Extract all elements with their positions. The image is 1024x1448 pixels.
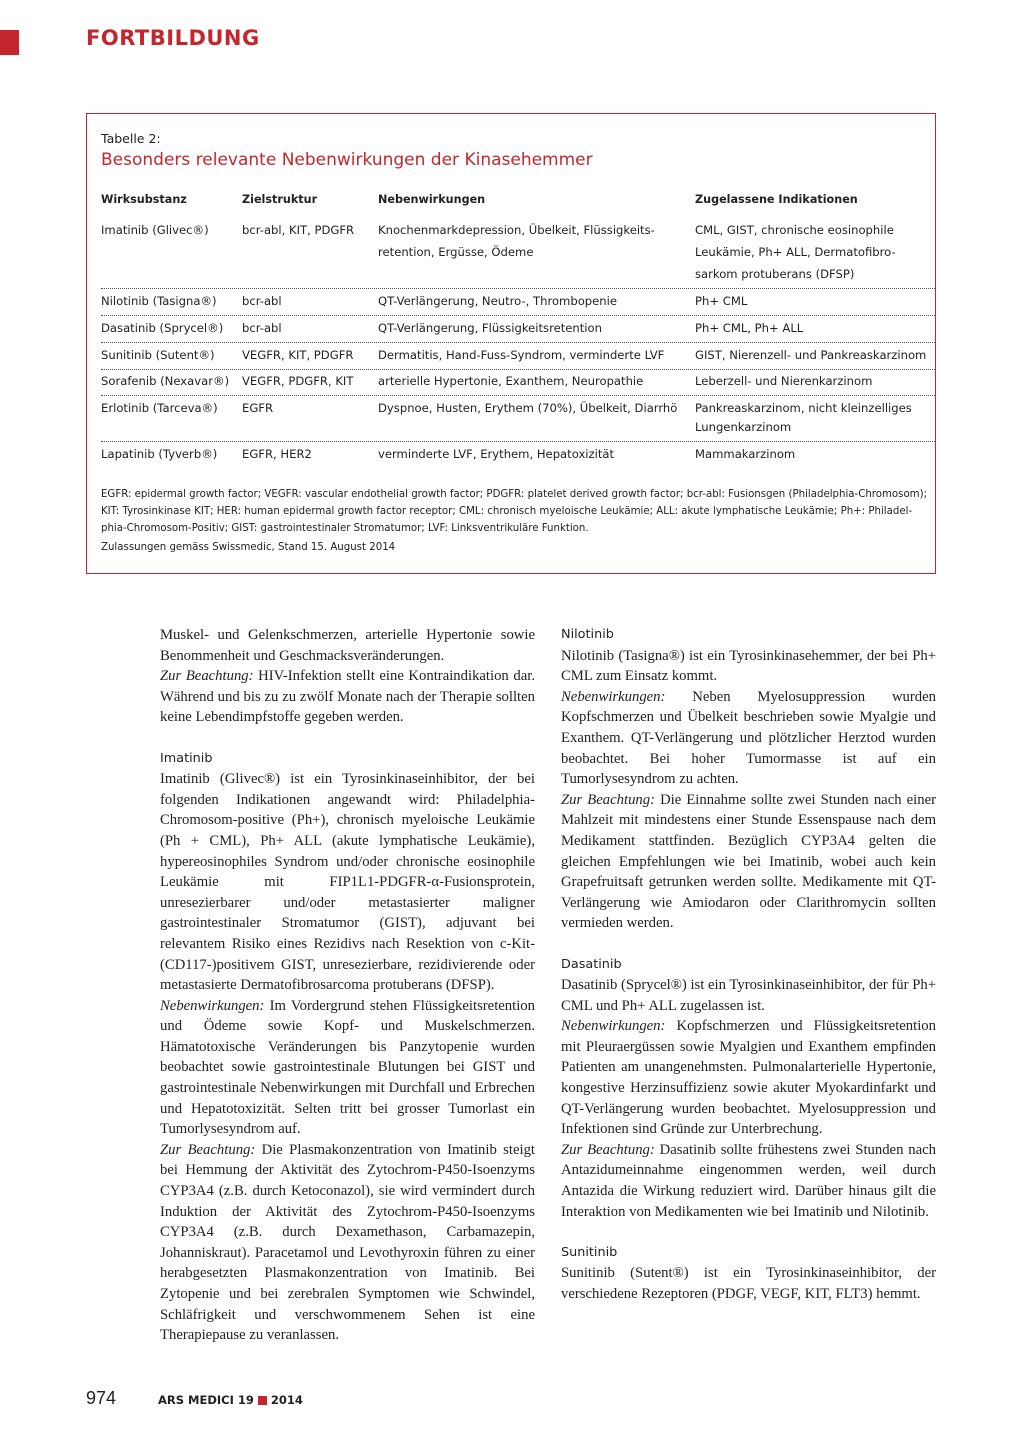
paragraph-label: Zur Beachtung: [160, 1141, 256, 1158]
table-cell-target: bcr-abl [242, 294, 282, 308]
paragraph-label: Zur Beachtung: [160, 668, 254, 685]
paragraph: Sunitinib (Sutent®) ist ein Tyrosinkinaseinhibitor, der verschiedene Rezeptoren (PDGF, VEGF, KIT, FLT3) hemmt. [561, 1265, 936, 1302]
row-divider [101, 342, 935, 343]
paragraph-label: Zur Beachtung: [561, 791, 655, 808]
table-cell-drug: Sunitinib (Sutent®) [101, 348, 215, 362]
paragraph: Muskel- und Gelenkschmerzen, arterielle Hypertonie sowie Benommenheit und Geschmacksveränderungen. [160, 627, 535, 664]
row-divider [101, 441, 935, 442]
table-cell-drug: Sorafenib (Nexavar®) [101, 374, 230, 388]
section-marker [0, 30, 19, 55]
section-heading: Imatinib [160, 750, 213, 766]
paragraph-label: Nebenwirkungen: [561, 1018, 666, 1035]
table-cell-drug: Erlotinib (Tarceva®) [101, 401, 218, 415]
table-cell-indications: GIST, Nierenzell- und Pankreaskarzinom [695, 348, 927, 362]
table-cell-effects: QT-Verlängerung, Flüssigkeitsretention [378, 321, 602, 335]
paragraph: Nebenwirkungen: Neben Myelosuppression wurden Kopfschmerzen und Übelkeit beschrieben sowie Myalgie und Exanthem. QT-Verlängerung und plötzlicher Herztod wurden beobachtet. Bei hoher Tumormasse ist auf ein Tumorlysesyndrom zu achten. [561, 688, 936, 788]
table-cell-target: EGFR [242, 401, 274, 415]
section-title: FORTBILDUNG [86, 26, 260, 50]
table-cell-effects: retention, Ergüsse, Ödeme [378, 245, 534, 259]
table-cell-indications: Pankreaskarzinom, nicht kleinzelliges [695, 401, 912, 415]
separator-square-icon [258, 1396, 267, 1405]
left-column [160, 625, 535, 1346]
paragraph: Zur Beachtung: Die Einnahme sollte zwei Stunden nach einer Mahlzeit mit mindestens einer Stunde Essenspause nach dem Medikament stattfinden. Bezüglich CYP3A4 gelten die gleichen Empfehlungen wie bei Imatinib, wobei auch kein Grapefruitsaft getrunken werden sollte. Medikamente mit QT-Verlängerung wie Amiodaron oder Clarithromycin sollten vermieden werden. [561, 791, 936, 932]
column-header-indications: Zugelassene Indikationen [695, 193, 858, 206]
column-header-target: Zielstruktur [242, 193, 318, 206]
paragraph: Dasatinib (Sprycel®) ist ein Tyrosinkinaseinhibitor, der für Ph+ CML und Ph+ ALL zugelassen ist. [561, 977, 936, 1014]
table-cell-indications: Leukämie, Ph+ ALL, Dermatofibro- [695, 245, 896, 259]
table-cell-indications: Ph+ CML, Ph+ ALL [695, 321, 804, 335]
table-cell-target: VEGFR, PDGFR, KIT [242, 374, 354, 388]
paragraph: Zur Beachtung: Die Plasmakonzentration von Imatinib steigt bei Hemmung der Aktivität des Zytochrom-P450-Isoenzyms CYP3A4 (z.B. durch Ketoconazol), sie wird vermindert durch Induktion der Aktivität des Zytochrom-P450-Isoenzyms CYP3A4 (z.B. durch Dexamethason, Carbamazepin, Johanniskraut). Paracetamol und Levothyroxin führen zu einer herabgesetzten Plasmakonzentration von Imatinib. Bei Zytopenie und bei zerebralen Symptomen wie Schwindel, Schläfrigkeit und verschwommenem Sehen ist eine Therapiepause zu veranlassen. [160, 1141, 535, 1344]
paragraph-label: Nebenwirkungen: [561, 688, 666, 705]
table-label: Tabelle 2: [101, 131, 161, 146]
row-divider [101, 315, 935, 316]
table-box [86, 113, 936, 574]
table-cell-target: bcr-abl [242, 321, 282, 335]
page-number: 974 [86, 1388, 117, 1408]
row-divider [101, 288, 935, 289]
section-heading: Dasatinib [561, 956, 622, 972]
table-cell-indications: Ph+ CML [695, 294, 748, 308]
paragraph: Nebenwirkungen: Kopfschmerzen und Flüssigkeitsretention mit Pleuraergüssen sowie Myalgien und Exanthem empfinden Patienten am unangenehmsten. Pulmonalarterielle Hypertonie, kongestive Herzinsuffizienz sowie akuter Myokardinfarkt und QT-Verlängerung wurden beobachtet. Myelosuppression und Infektionen sind Gründe zur Unterbrechung. [561, 1018, 936, 1138]
column-header-effects: Nebenwirkungen [378, 193, 486, 206]
paragraph-label: Zur Beachtung: [561, 1141, 655, 1158]
table-cell-indications: Lungenkarzinom [695, 420, 792, 434]
table-cell-indications: sarkom protuberans (DFSP) [695, 267, 855, 281]
table-cell-indications: Leberzell- und Nierenkarzinom [695, 374, 873, 388]
section-heading: Sunitinib [561, 1244, 618, 1260]
table-cell-effects: arterielle Hypertonie, Exanthem, Neuropathie [378, 374, 644, 388]
table-cell-effects: QT-Verlängerung, Neutro-, Thrombopenie [378, 294, 617, 308]
table-cell-target: bcr-abl, KIT, PDGFR [242, 223, 355, 237]
table-cell-drug: Nilotinib (Tasigna®) [101, 294, 217, 308]
table-cell-drug: Lapatinib (Tyverb®) [101, 447, 218, 461]
journal-name [158, 1393, 303, 1407]
table-cell-effects: Dyspnoe, Husten, Erythem (70%), Übelkeit, Diarrhö [378, 401, 678, 415]
table-cell-indications: CML, GIST, chronische eosinophile [695, 223, 894, 237]
journal-title: ARS MEDICI 19 [158, 1393, 254, 1407]
table-cell-indications: Mammakarzinom [695, 447, 796, 461]
journal-year: 2014 [270, 1393, 303, 1407]
paragraph: Nebenwirkungen: Im Vordergrund stehen Flüssigkeitsretention und Ödeme sowie Kopf- und Muskelschmerzen. Hämatotoxische Veränderungen bis Panzytopenie wurden beobachtet sowie gastrointestinale Blutungen bei GIST und gastrointestinale Nebenwirkungen mit Durchfall und Erbrechen und Hepatotoxizität. Selten tritt bei grosser Tumorlast ein Tumorlysesyndrom auf. [160, 997, 535, 1138]
table-cell-target: VEGFR, KIT, PDGFR [242, 348, 354, 362]
table-cell-target: EGFR, HER2 [242, 447, 312, 461]
paragraph: Zur Beachtung: Dasatinib sollte frühestens zwei Stunden nach Antazidumeinnahme eingenommen werden, weil durch Antazida die Wirkung reduziert wird. Darüber hinaus gilt die Interaktion von Medikamenten wie bei Imatinib und Nilotinib. [561, 1141, 936, 1220]
paragraph: Nilotinib (Tasigna®) ist ein Tyrosinkinasehemmer, der bei Ph+ CML zum Einsatz kommt. [561, 647, 936, 685]
paragraph: Imatinib (Glivec®) ist ein Tyrosinkinaseinhibitor, der bei folgenden Indikationen angewandt wird: Philadelphia-Chromosom-positive (Ph+), chronisch myeloische Leukämie (Ph + CML), Ph+ ALL (akute lymphatische Leukämie), hypereosinophiles Syndrom und/oder chronische eosinophile Leukämie mit FIP1L1-PDGFR-α-Fusionsprotein, unresezierbarer und/oder metastasierter maligner gastrointestinaler Stromatumor (GIST), adjuvant bei relevantem Risiko eines Rezidivs nach Resektion von c-Kit-(CD117-)positivem GIST, unresezierbare, rezidivierende oder metastasierte Dermatofibrosarcoma protuberans (DFSP). [160, 771, 535, 994]
paragraph-label: Nebenwirkungen: [160, 997, 265, 1014]
table-footnote: EGFR: epidermal growth factor; VEGFR: vascular endothelial growth factor; PDGFR: platelet derived growth factor; bcr-abl: Fusionsgen (Philadelphia-Chromosom); [101, 489, 928, 500]
table-cell-effects: Dermatitis, Hand-Fuss-Syndrom, verminderte LVF [378, 348, 665, 362]
table-footnote: KIT: Tyrosinkinase KIT; HER: human epidermal growth factor receptor; CML: chronisch myeloische Leukämie; ALL: akute lymphatische Leukämie; Ph+: Philadel- [101, 506, 913, 517]
right-column [561, 625, 936, 1305]
table-footnote: phia-Chromosom-Positiv; GIST: gastrointestinaler Stromatumor; LVF: Linksventrikuläre Funktion. [101, 523, 589, 534]
paragraph: Zur Beachtung: HIV-Infektion stellt eine Kontraindikation dar. Während und bis zu zu zwölf Monate nach der Therapie sollten keine Lebendimpfstoffe gegeben werden. [160, 668, 535, 726]
column-header-drug: Wirksubstanz [101, 193, 187, 206]
table-title: Besonders relevante Nebenwirkungen der Kinasehemmer [101, 150, 593, 170]
section-heading: Nilotinib [561, 627, 614, 642]
table-cell-effects: verminderte LVF, Erythem, Hepatoxizität [378, 447, 615, 461]
table-cell-drug: Imatinib (Glivec®) [101, 223, 209, 237]
table-cell-drug: Dasatinib (Sprycel®) [101, 321, 224, 335]
row-divider [101, 395, 935, 396]
table-cell-effects: Knochenmarkdepression, Übelkeit, Flüssigkeits- [378, 223, 655, 237]
approval-note: Zulassungen gemäss Swissmedic, Stand 15. August 2014 [101, 542, 396, 553]
